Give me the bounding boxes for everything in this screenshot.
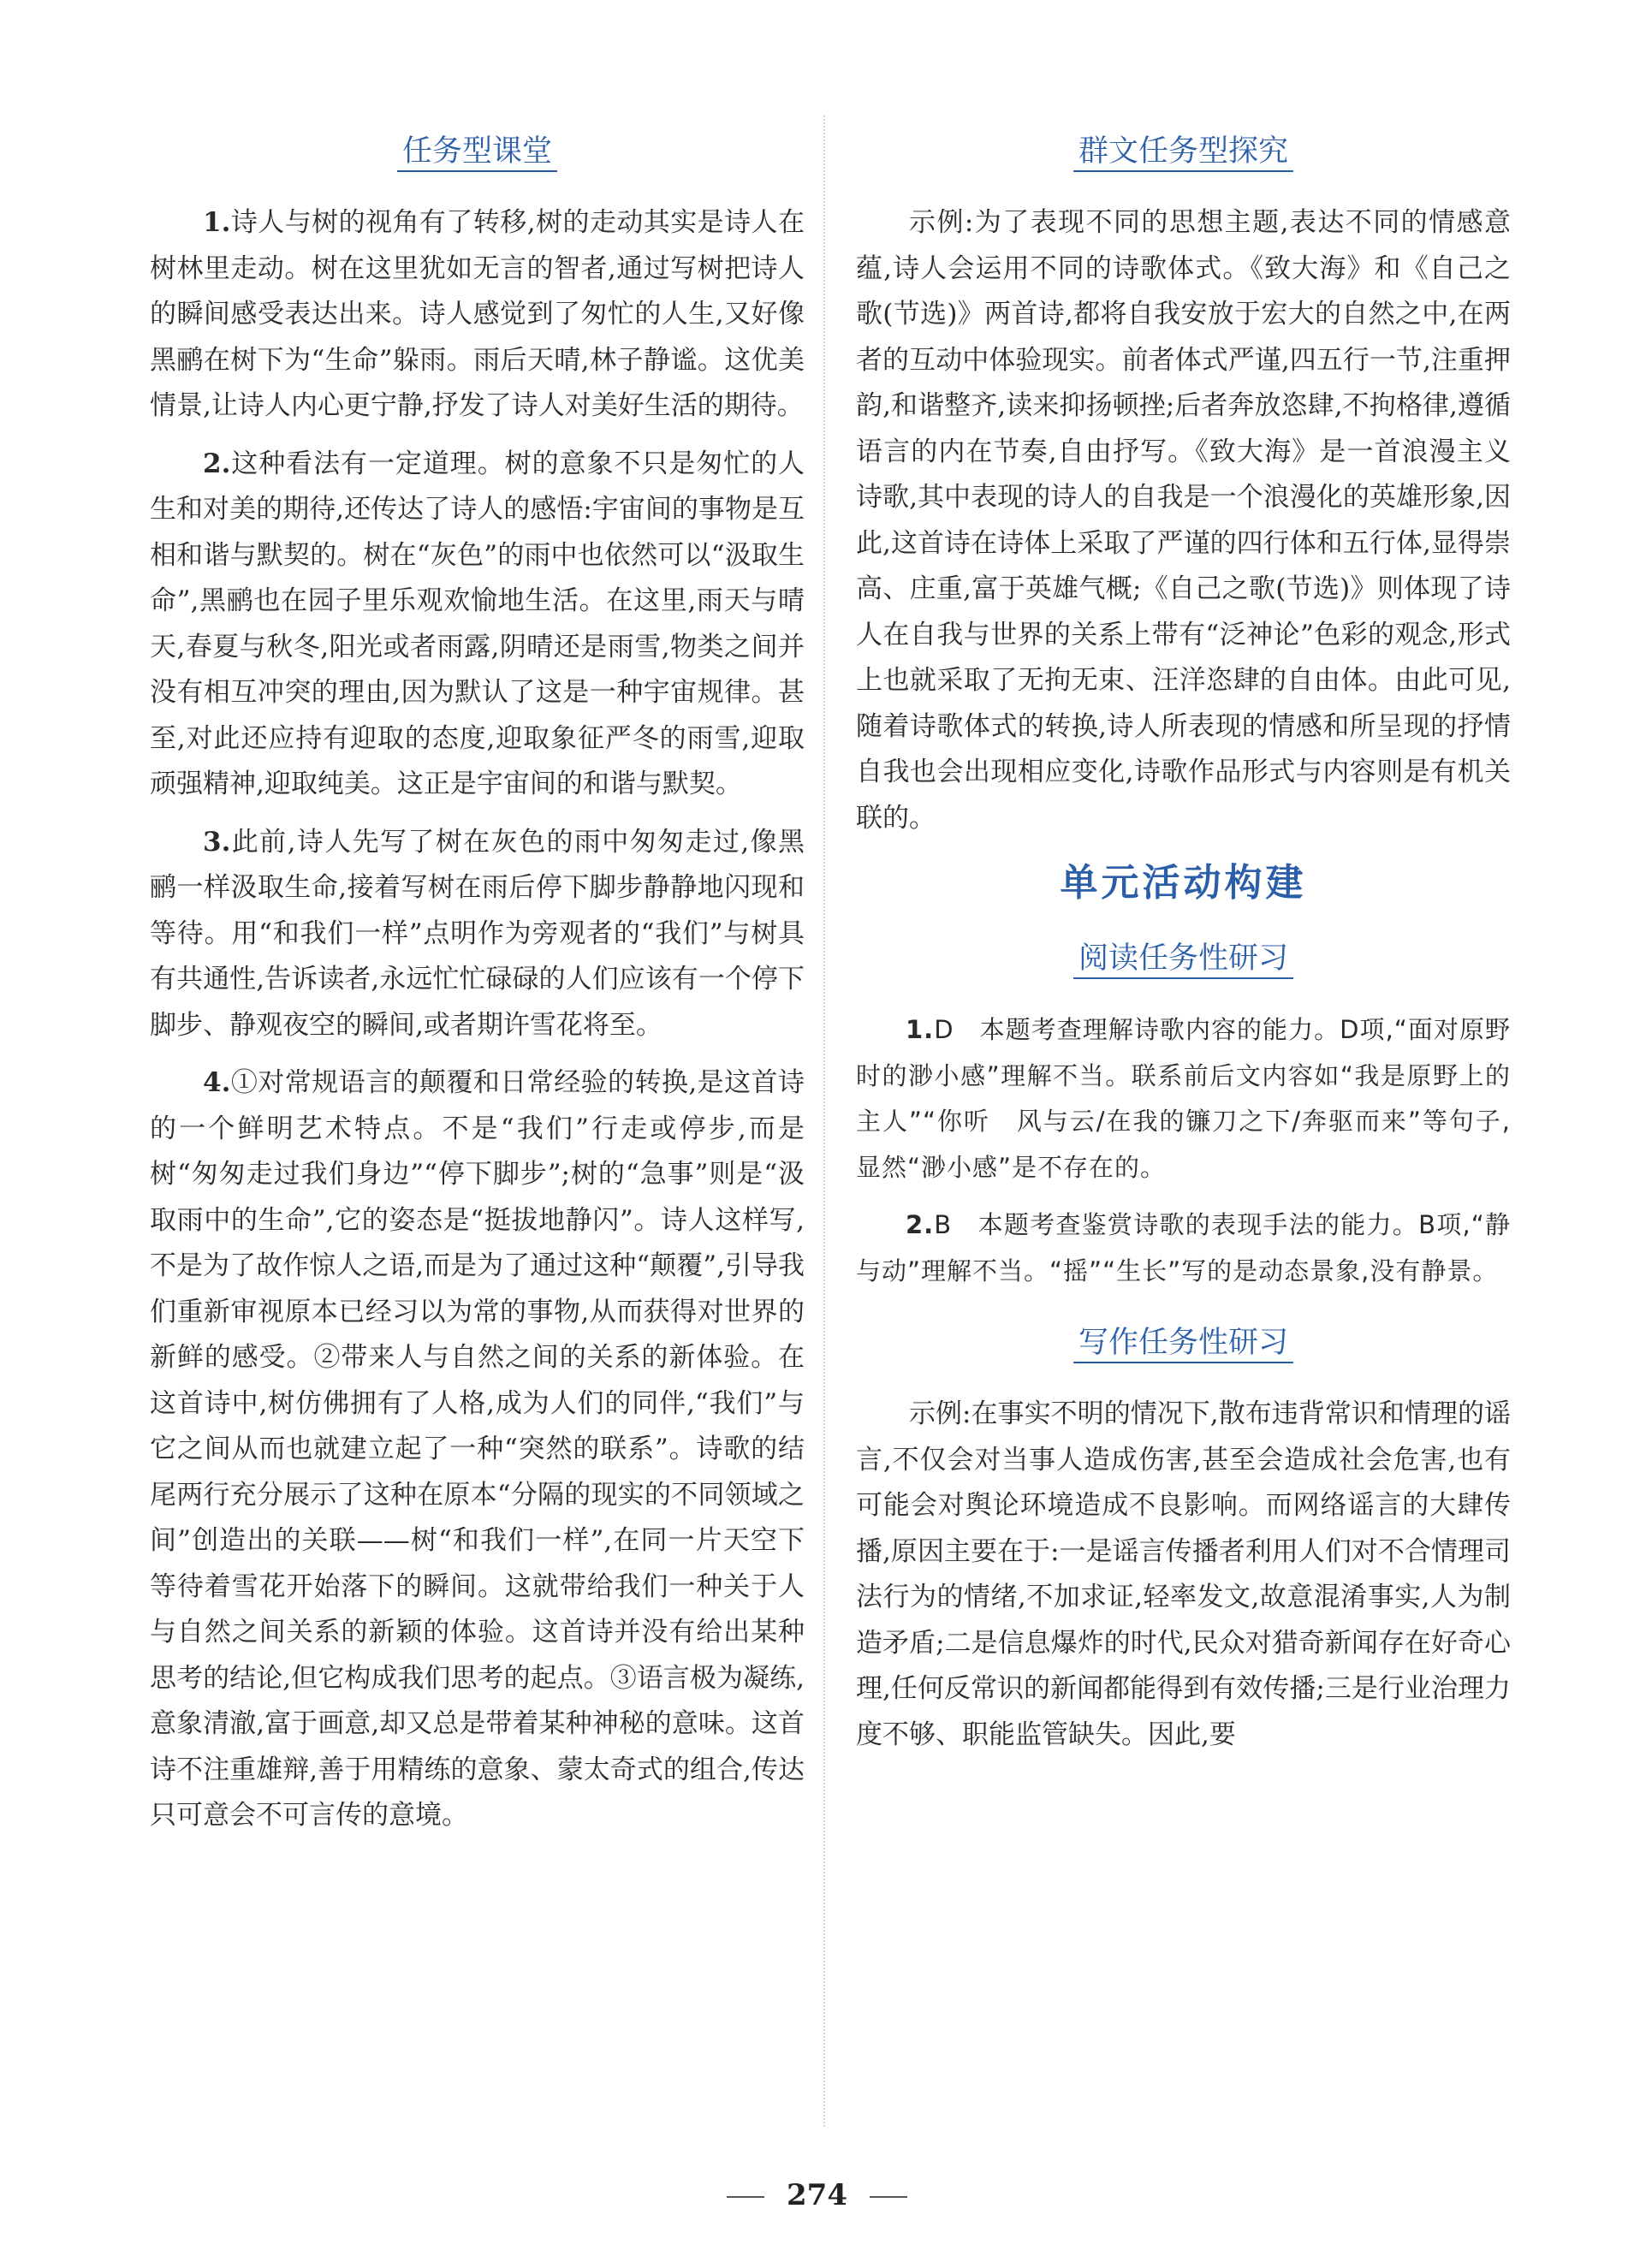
section-title-writing: 写作任务性研习 [856,1320,1511,1369]
section-title-reading: 阅读任务性研习 [856,935,1511,985]
unit-heading: 单元活动构建 [1060,861,1307,905]
footer-dash-left [727,2196,764,2198]
left-column [150,128,805,1851]
section-title-group-inquiry: 群文任务型探究 [856,128,1511,178]
writing-answer-text: 示例:在事实不明的情况下,散布违背常识和情理的谣言,不仅会对当事人造成伤害,甚至会造成社会危害,也有可能会对舆论环境造成不良影响。而网络谣言的大肆传播,原因主要在于:一是谣言传播者利用人们对不合情理司法行为的情绪,不加求证,轻率发文,故意混淆事实,人为制造矛盾;二是信息爆炸的时代,民众对猎奇新闻存在好奇心理,任何反常识的新闻都能得到有效传播;三是行业治理力度不够、职能监管缺失。因此,要 [856,1398,1511,1750]
page-footer [0,2178,1634,2212]
reading-answer: 2.B 本题考查鉴赏诗歌的表现手法的能力。B项,“静与动”理解不当。“摇”“生长”写的是动态景象,没有静景。 [856,1210,1511,1285]
reading-answer: 1.D 本题考查理解诗歌内容的能力。D项,“面对原野时的渺小感”理解不当。联系前后文内容如“我是原野上的主人”“你听 风与云/在我的镰刀之下/奔驱而来”等句子,显然“渺小感”是不存在的。 [856,1015,1511,1182]
footer-dash-right [870,2196,907,2198]
page-number: 274 [787,2178,847,2212]
group-inquiry-text: 示例:为了表现不同的思想主题,表达不同的情感意蕴,诗人会运用不同的诗歌体式。《致大海》和《自己之歌(节选)》两首诗,都将自我安放于宏大的自然之中,在两者的互动中体验现实。前者体式严谨,四五行一节,注重押韵,和谐整齐,读来抑扬顿挫;后者奔放恣肆,不拘格律,遵循语言的内在节奏,自由抒写。《致大海》是一首浪漫主义诗歌,其中表现的诗人的自我是一个浪漫化的英雄形象,因此,这首诗在诗体上采取了严谨的四行体和五行体,显得崇高、庄重,富于英雄气概;《自己之歌(节选)》则体现了诗人在自我与世界的关系上带有“泛神论”色彩的观念,形式上也就采取了无拘无束、汪洋恣肆的自由体。由此可见,随着诗歌体式的转换,诗人所表现的情感和所呈现的抒情自我也会出现相应变化,诗歌作品形式与内容则是有机关联的。 [856,207,1511,834]
right-column [856,128,1511,1770]
answer-paragraph: 4.①对常规语言的颠覆和日常经验的转换,是这首诗的一个鲜明艺术特点。不是“我们”行走或停步,而是树“匆匆走过我们身边”“停下脚步”;树的“急事”则是“汲取雨中的生命”,它的姿态是“挺拔地静闪”。诗人这样写,不是为了故作惊人之语,而是为了通过这种“颠覆”,引导我们重新审视原本已经习以为常的事物,从而获得对世界的新鲜的感受。②带来人与自然之间的关系的新体验。在这首诗中,树仿佛拥有了人格,成为人们的同伴,“我们”与它之间从而也就建立起了一种“突然的联系”。诗歌的结尾两行充分展示了这种在原本“分隔的现实的不同领域之间”创造出的关联——树“和我们一样”,在同一片天空下等待着雪花开始落下的瞬间。这就带给我们一种关于人与自然之间关系的新颖的体验。这首诗并没有给出某种思考的结论,但它构成我们思考的起点。③语言极为凝练,意象清澈,富于画意,却又总是带着某种神秘的意味。这首诗不注重雄辩,善于用精练的意象、蒙太奇式的组合,传达只可意会不可言传的意境。 [150,1067,805,1831]
answer-paragraph: 2.这种看法有一定道理。树的意象不只是匆忙的人生和对美的期待,还传达了诗人的感悟:宇宙间的事物是互相和谐与默契的。树在“灰色”的雨中也依然可以“汲取生命”,黑鹂也在园子里乐观欢愉地生活。在这里,雨天与晴天,春夏与秋冬,阳光或者雨露,阴晴还是雨雪,物类之间并没有相互冲突的理由,因为默认了这是一种宇宙规律。甚至,对此还应持有迎取的态度,迎取象征严冬的雨雪,迎取顽强精神,迎取纯美。这正是宇宙间的和谐与默契。 [150,448,805,799]
column-divider [823,116,825,2127]
section-title-task-classroom: 任务型课堂 [150,128,805,178]
answer-paragraph: 1.诗人与树的视角有了转移,树的走动其实是诗人在树林里走动。树在这里犹如无言的智者,通过写树把诗人的瞬间感受表达出来。诗人感觉到了匆忙的人生,又好像黑鹂在树下为“生命”躲雨。雨后天晴,林子静谧。这优美情景,让诗人内心更宁静,抒发了诗人对美好生活的期待。 [150,207,805,421]
answer-paragraph: 3.此前,诗人先写了树在灰色的雨中匆匆走过,像黑鹂一样汲取生命,接着写树在雨后停下脚步静静地闪现和等待。用“和我们一样”点明作为旁观者的“我们”与树具有共通性,告诉读者,永远忙忙碌碌的人们应该有一个停下脚步、静观夜空的瞬间,或者期许雪花将至。 [150,826,805,1041]
